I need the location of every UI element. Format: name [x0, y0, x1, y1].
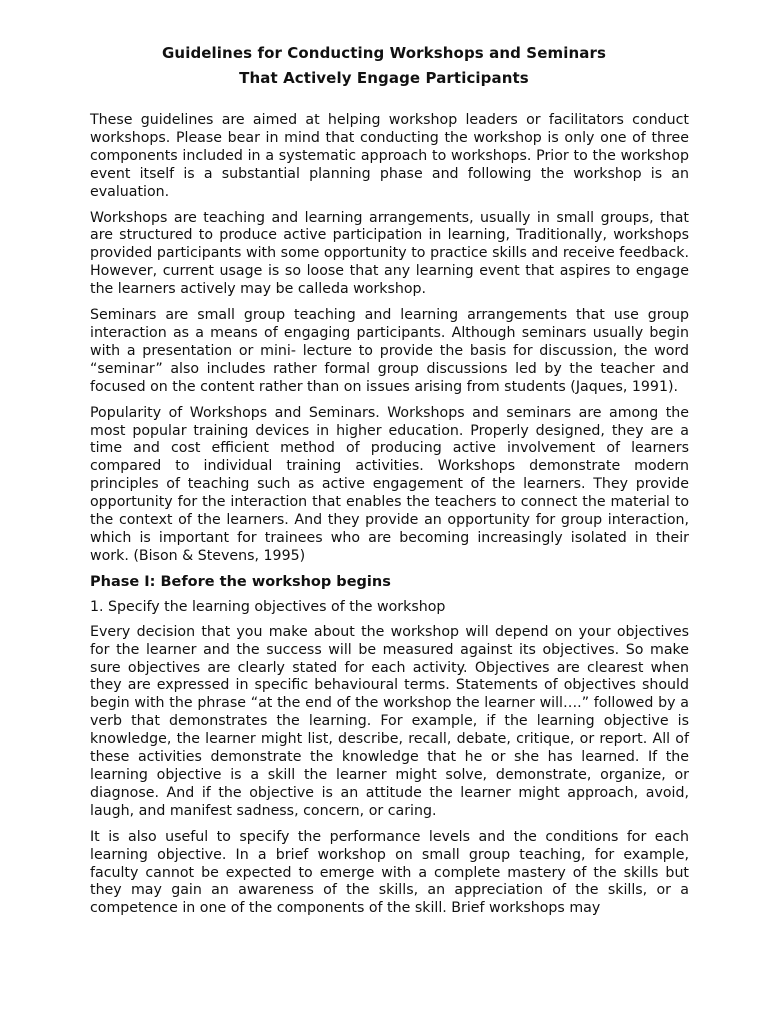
document-title-line-2: That Actively Engage Participants — [239, 69, 529, 87]
document-title-line-1: Guidelines for Conducting Workshops and Seminars — [162, 44, 606, 62]
performance-levels-paragraph: It is also useful to specify the performance levels and the conditions for each learning objective. In a brief workshop on small group teaching, for example, faculty cannot be expected to emerge with a complete mastery of the skills but they may gain an awareness of the skills, an appreciation of the skills, or a competence in one of the components of the skill. Brief workshops may — [90, 828, 689, 917]
popularity-paragraph: Popularity of Workshops and Seminars. Workshops and seminars are among the most popular training devices in higher education. Properly designed, they are a time and cost efficient method of producing active involvement of learners compared to individual training activities. Workshops demonstrate modern principles of teaching such as active engagement of the learners. They provide opportunity for the interaction that enables the teachers to connect the material to the context of the learners. And they provide an opportunity for group interaction, which is important for trainees who are becoming increasingly isolated in their work. (Bison & Stevens, 1995) — [90, 404, 689, 564]
intro-paragraph: These guidelines are aimed at helping workshop leaders or facilitators conduct workshops. Please bear in mind that conducting the workshop is only one of three components included in a systematic approach to workshops. Prior to the workshop event itself is a substantial planning phase and following the workshop is an evaluation. — [90, 112, 689, 200]
phase-heading: Phase I: Before the workshop begins — [90, 573, 391, 590]
step-heading: 1. Specify the learning objectives of the workshop — [90, 598, 446, 615]
objectives-paragraph: Every decision that you make about the workshop will depend on your objectives for the learner and the success will be measured against its objectives. So make sure objectives are clearly stated for each activity. Objectives are clearest when they are expressed in specific behavioural terms. Statements of objectives should begin with the phrase “at the end of the workshop the learner will….” followed by a verb that demonstrates the learning. For example, if the learning objective is knowledge, the learner might list, describe, recall, debate, critique, or report. All of these activities demonstrate the knowledge that he or she has learned. If the learning objective is a skill the learner might solve, demonstrate, organize, or diagnose. And if the objective is an attitude the learner might approach, avoid, laugh, and manifest sadness, concern, or caring. — [90, 623, 689, 819]
workshops-definition-paragraph: Workshops are teaching and learning arrangements, usually in small groups, that are structured to produce active participation in learning, Traditionally, workshops provided participants with some opportunity to practice skills and receive feedback. However, current usage is so loose that any learning event that aspires to engage the learners actively may be calleda workshop. — [90, 209, 689, 298]
document-body — [90, 112, 689, 926]
seminars-definition-paragraph: Seminars are small group teaching and learning arrangements that use group interaction as a means of engaging participants. Although seminars usually begin with a presentation or mini- lecture to provide the basis for discussion, the word “seminar” also includes rather formal group discussions led by the teacher and focused on the content rather than on issues arising from students (Jaques, 1991). — [90, 307, 689, 395]
